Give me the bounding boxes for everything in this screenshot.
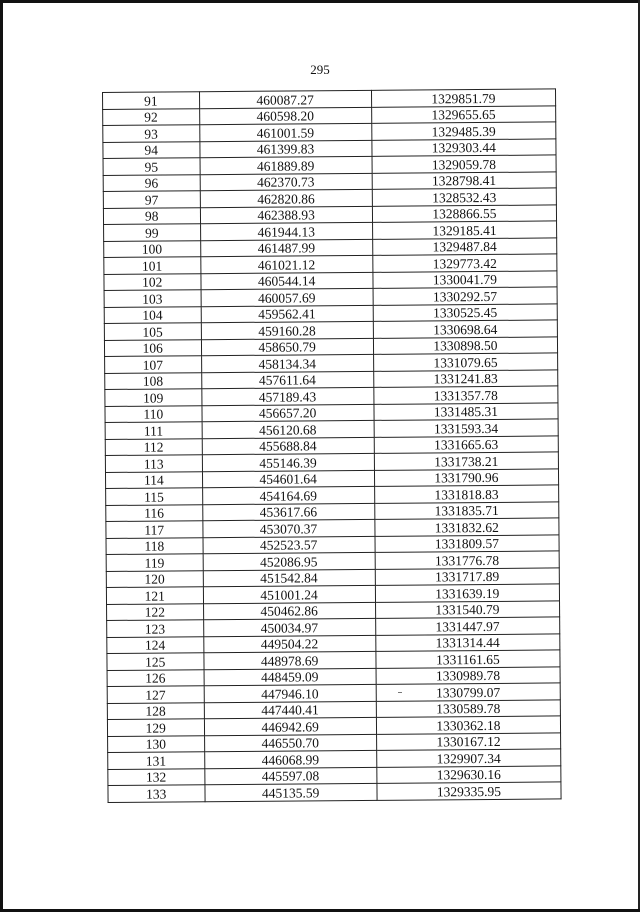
y-coordinate-cell: 1331540.79 bbox=[375, 600, 559, 618]
point-number-cell: 101 bbox=[104, 257, 201, 274]
y-coordinate-cell: 1331717.89 bbox=[375, 567, 559, 585]
y-coordinate-cell: 1331776.78 bbox=[375, 551, 559, 569]
y-coordinate-cell: 1329335.95 bbox=[377, 782, 561, 800]
coordinates-table bbox=[102, 88, 562, 802]
point-number-cell: 119 bbox=[106, 554, 203, 571]
y-coordinate-cell: 1331835.71 bbox=[374, 501, 558, 519]
point-number-cell: 104 bbox=[104, 306, 201, 323]
point-number-cell: 129 bbox=[107, 719, 204, 736]
x-coordinate-cell: 446942.69 bbox=[204, 717, 376, 735]
table-row bbox=[108, 782, 561, 802]
x-coordinate-cell: 461399.83 bbox=[199, 140, 371, 158]
x-coordinate-cell: 461021.12 bbox=[200, 255, 372, 273]
coordinates-table-body bbox=[103, 89, 562, 802]
point-number-cell: 123 bbox=[107, 620, 204, 637]
point-number-cell: 133 bbox=[108, 785, 205, 802]
point-number-cell: 132 bbox=[108, 768, 205, 785]
y-coordinate-cell: 1330362.18 bbox=[376, 716, 560, 734]
point-number-cell: 102 bbox=[104, 273, 201, 290]
x-coordinate-cell: 454601.64 bbox=[202, 470, 374, 488]
point-number-cell: 112 bbox=[105, 438, 202, 455]
y-coordinate-cell: 1329303.44 bbox=[372, 138, 556, 156]
point-number-cell: 116 bbox=[106, 504, 203, 521]
point-number-cell: 130 bbox=[108, 735, 205, 752]
point-number-cell: 96 bbox=[103, 174, 200, 191]
point-number-cell: 92 bbox=[103, 108, 200, 125]
x-coordinate-cell: 456657.20 bbox=[201, 404, 373, 422]
x-coordinate-cell: 449504.22 bbox=[203, 635, 375, 653]
point-number-cell: 128 bbox=[107, 702, 204, 719]
x-coordinate-cell: 458650.79 bbox=[201, 338, 373, 356]
x-coordinate-cell: 452523.57 bbox=[202, 536, 374, 554]
point-number-cell: 106 bbox=[104, 339, 201, 356]
x-coordinate-cell: 450462.86 bbox=[203, 602, 375, 620]
y-coordinate-cell: 1330041.79 bbox=[373, 270, 557, 288]
y-coordinate-cell: 1330292.57 bbox=[373, 287, 557, 305]
point-number-cell: 105 bbox=[104, 323, 201, 340]
y-coordinate-cell: 1331809.57 bbox=[375, 534, 559, 552]
x-coordinate-cell: 456120.68 bbox=[202, 420, 374, 438]
y-coordinate-cell: 1330167.12 bbox=[376, 732, 560, 750]
point-number-cell: 122 bbox=[107, 603, 204, 620]
x-coordinate-cell: 462370.73 bbox=[200, 173, 372, 191]
x-coordinate-cell: 459160.28 bbox=[201, 321, 373, 339]
point-number-cell: 114 bbox=[105, 471, 202, 488]
y-coordinate-cell: 1328866.55 bbox=[372, 204, 556, 222]
point-number-cell: 91 bbox=[103, 92, 200, 109]
x-coordinate-cell: 462388.93 bbox=[200, 206, 372, 224]
y-coordinate-cell: 1328798.41 bbox=[372, 171, 556, 189]
x-coordinate-cell: 460057.69 bbox=[201, 288, 373, 306]
x-coordinate-cell: 450034.97 bbox=[203, 618, 375, 636]
y-coordinate-cell: 1331639.19 bbox=[375, 584, 559, 602]
point-number-cell: 127 bbox=[107, 686, 204, 703]
x-coordinate-cell: 453070.37 bbox=[202, 519, 374, 537]
point-number-cell: 94 bbox=[103, 141, 200, 158]
y-coordinate-cell: 1331485.31 bbox=[374, 402, 558, 420]
x-coordinate-cell: 461487.99 bbox=[200, 239, 372, 257]
y-coordinate-cell: 1331161.65 bbox=[376, 650, 560, 668]
x-coordinate-cell: 448459.09 bbox=[204, 668, 376, 686]
point-number-cell: 121 bbox=[106, 587, 203, 604]
y-coordinate-cell: 1331357.78 bbox=[374, 386, 558, 404]
x-coordinate-cell: 452086.95 bbox=[203, 552, 375, 570]
y-coordinate-cell: 1331665.63 bbox=[374, 435, 558, 453]
x-coordinate-cell: 461944.13 bbox=[200, 222, 372, 240]
point-number-cell: 111 bbox=[105, 422, 202, 439]
point-number-cell: 131 bbox=[108, 752, 205, 769]
x-coordinate-cell: 454164.69 bbox=[202, 486, 374, 504]
y-coordinate-cell: 1329487.84 bbox=[372, 237, 556, 255]
point-number-cell: 95 bbox=[103, 158, 200, 175]
point-number-cell: 115 bbox=[106, 488, 203, 505]
y-coordinate-cell: 1328532.43 bbox=[372, 188, 556, 206]
x-coordinate-cell: 457611.64 bbox=[201, 371, 373, 389]
x-coordinate-cell: 445597.08 bbox=[204, 767, 376, 785]
y-coordinate-cell: 1330698.64 bbox=[373, 320, 557, 338]
x-coordinate-cell: 457189.43 bbox=[201, 387, 373, 405]
x-coordinate-cell: 462820.86 bbox=[200, 189, 372, 207]
point-number-cell: 98 bbox=[103, 207, 200, 224]
y-coordinate-cell: 1329059.78 bbox=[372, 155, 556, 173]
x-coordinate-cell: 461001.59 bbox=[199, 123, 371, 141]
x-coordinate-cell: 458134.34 bbox=[201, 354, 373, 372]
y-coordinate-cell: 1331790.96 bbox=[374, 468, 558, 486]
y-coordinate-cell: 1331447.97 bbox=[375, 617, 559, 635]
point-number-cell: 117 bbox=[106, 521, 203, 538]
point-number-cell: 124 bbox=[107, 636, 204, 653]
x-coordinate-cell: 451001.24 bbox=[203, 585, 375, 603]
point-number-cell: 109 bbox=[105, 389, 202, 406]
scan-border-top bbox=[0, 0, 640, 3]
point-number-cell: 99 bbox=[104, 224, 201, 241]
point-number-cell: 126 bbox=[107, 669, 204, 686]
y-coordinate-cell: 1330589.78 bbox=[376, 699, 560, 717]
y-coordinate-cell: 1331832.62 bbox=[375, 518, 559, 536]
x-coordinate-cell: 460598.20 bbox=[199, 107, 371, 125]
y-coordinate-cell: 1329655.65 bbox=[371, 105, 555, 123]
y-coordinate-cell: 1329851.79 bbox=[371, 89, 555, 107]
x-coordinate-cell: 460087.27 bbox=[199, 90, 371, 108]
x-coordinate-cell: 446550.70 bbox=[204, 734, 376, 752]
y-coordinate-cell: 1330525.45 bbox=[373, 303, 557, 321]
point-number-cell: 93 bbox=[103, 125, 200, 142]
scan-border-left bbox=[0, 0, 3, 912]
point-number-cell: 113 bbox=[105, 455, 202, 472]
y-coordinate-cell: 1330989.78 bbox=[376, 666, 560, 684]
point-number-cell: 118 bbox=[106, 537, 203, 554]
y-coordinate-cell: 1329907.34 bbox=[376, 749, 560, 767]
x-coordinate-cell: 445135.59 bbox=[204, 783, 376, 801]
y-coordinate-cell: 1331079.65 bbox=[373, 353, 557, 371]
point-number-cell: 103 bbox=[104, 290, 201, 307]
x-coordinate-cell: 455146.39 bbox=[202, 453, 374, 471]
x-coordinate-cell: 447946.10 bbox=[204, 684, 376, 702]
x-coordinate-cell: 448978.69 bbox=[203, 651, 375, 669]
y-coordinate-cell: 1331818.83 bbox=[374, 485, 558, 503]
x-coordinate-cell: 453617.66 bbox=[202, 503, 374, 521]
y-coordinate-cell: 1331593.34 bbox=[374, 419, 558, 437]
y-coordinate-cell: 1331738.21 bbox=[374, 452, 558, 470]
x-coordinate-cell: 460544.14 bbox=[200, 272, 372, 290]
x-coordinate-cell: 447440.41 bbox=[204, 701, 376, 719]
point-number-cell: 125 bbox=[107, 653, 204, 670]
y-coordinate-cell: 1329185.41 bbox=[372, 221, 556, 239]
x-coordinate-cell: 459562.41 bbox=[201, 305, 373, 323]
y-coordinate-cell: 1331314.44 bbox=[376, 633, 560, 651]
x-coordinate-cell: 446068.99 bbox=[204, 750, 376, 768]
y-coordinate-cell: 1331241.83 bbox=[373, 369, 557, 387]
point-number-cell: 120 bbox=[106, 570, 203, 587]
x-coordinate-cell: 451542.84 bbox=[203, 569, 375, 587]
point-number-cell: 107 bbox=[105, 356, 202, 373]
point-number-cell: 100 bbox=[104, 240, 201, 257]
x-coordinate-cell: 455688.84 bbox=[202, 437, 374, 455]
y-coordinate-cell: 1329773.42 bbox=[373, 254, 557, 272]
y-coordinate-cell: 1330898.50 bbox=[373, 336, 557, 354]
page-number: 295 bbox=[310, 62, 330, 77]
y-coordinate-cell: 1329630.16 bbox=[377, 765, 561, 783]
x-coordinate-cell: 461889.89 bbox=[200, 156, 372, 174]
point-number-cell: 108 bbox=[105, 372, 202, 389]
y-coordinate-cell: 1330799.07 bbox=[376, 683, 560, 701]
point-number-cell: 97 bbox=[103, 191, 200, 208]
point-number-cell: 110 bbox=[105, 405, 202, 422]
scan-speck bbox=[398, 692, 402, 693]
y-coordinate-cell: 1329485.39 bbox=[372, 122, 556, 140]
